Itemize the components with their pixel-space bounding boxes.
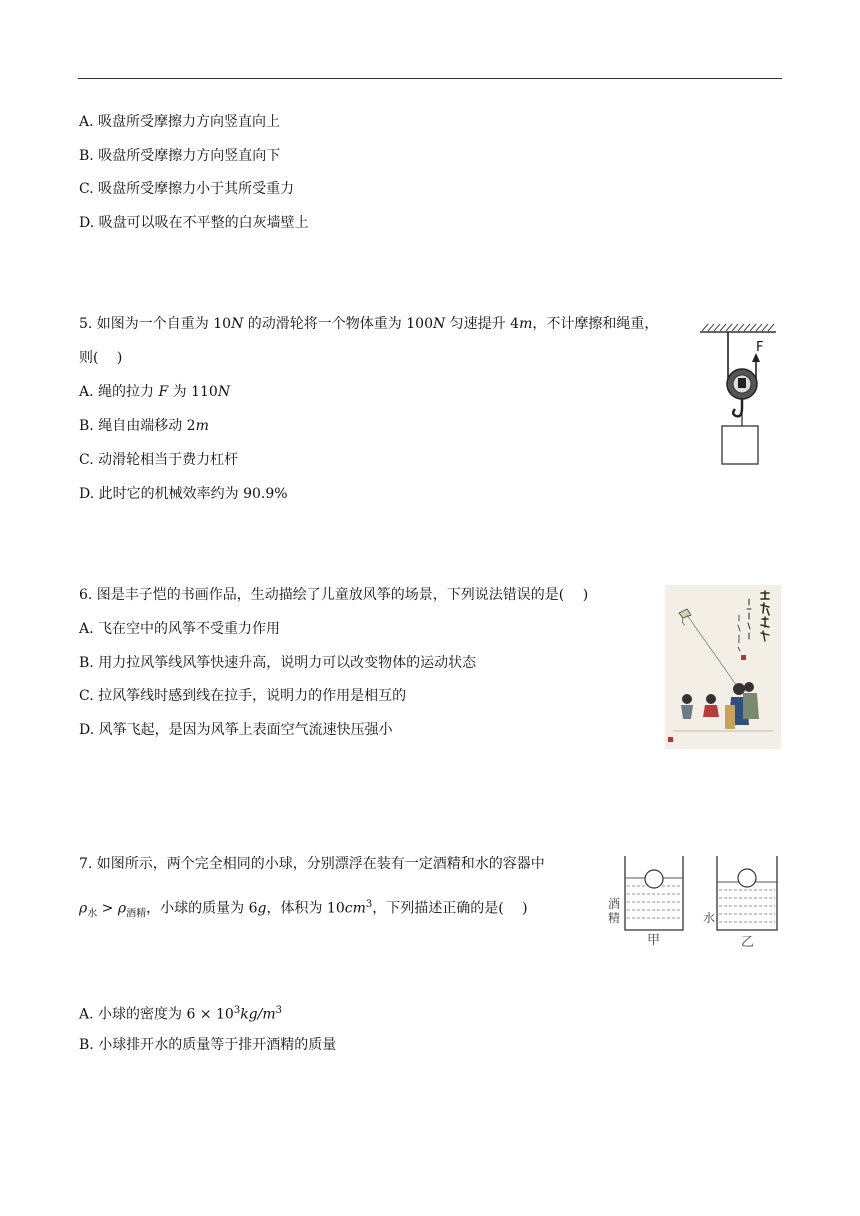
ball-right	[738, 869, 756, 887]
q6-kite-painting	[665, 585, 781, 749]
q7-containers-figure	[605, 852, 785, 952]
q7-option-a: A. 小球的密度为 $6 \times 10^3kg/m^3$	[79, 1005, 283, 1023]
q5-option-c: C. 动滑轮相当于费力杠杆	[79, 452, 239, 468]
q6-option-c: C. 拉风筝线时感到线在拉手，说明力的作用是相互的	[79, 688, 407, 704]
right-container-label: 乙	[741, 935, 755, 950]
q5-option-d: D. 此时它的机械效率约为 90.9%	[79, 486, 288, 502]
q5-option-a: A. 绳的拉力 F 为 110N	[79, 384, 231, 400]
right-liquid-label: 水	[703, 911, 716, 925]
q5-stem: 5. 如图为一个自重为 10N 的动滑轮将一个物体重为 100N 匀速提升 4m，不计摩擦和绳重，	[79, 316, 659, 332]
q6-option-a: A. 飞在空中的风筝不受重力作用	[79, 621, 281, 637]
q7-stem-line2: $\rho_水 > \rho_{酒精}$，小球的质量为 6g，体积为 $10cm^3$，下列描述正确的是( )	[79, 899, 528, 920]
q4-option-b: B. 吸盘所受摩擦力方向竖直向下	[79, 148, 281, 164]
q7-option-b: B. 小球排开水的质量等于排开酒精的质量	[79, 1037, 337, 1053]
q4-option-a: A. 吸盘所受摩擦力方向竖直向上	[79, 114, 281, 130]
load-block	[722, 426, 758, 464]
ceiling-hatch	[700, 324, 776, 332]
q4-option-c: C. 吸盘所受摩擦力小于其所受重力	[79, 181, 295, 197]
ball-left	[645, 870, 663, 888]
q5-pulley-figure	[698, 318, 778, 468]
q5-stem-line2: 则( )	[79, 350, 123, 366]
q6-option-b: B. 用力拉风筝线风筝快速升高，说明力可以改变物体的运动状态	[79, 655, 477, 671]
q6-option-d: D. 风筝飞起，是因为风筝上表面空气流速快压强小	[79, 722, 393, 738]
q4-option-d: D. 吸盘可以吸在不平整的白灰墙壁上	[79, 215, 309, 231]
left-container-label: 甲	[647, 933, 661, 948]
container-right	[717, 856, 777, 930]
q6-stem: 6. 图是丰子恺的书画作品，生动描绘了儿童放风筝的场景，下列说法错误的是( )	[79, 587, 589, 603]
q7-stem: 7. 如图所示，两个完全相同的小球，分别漂浮在装有一定酒精和水的容器中	[79, 856, 545, 872]
header-rule	[78, 78, 782, 79]
hook	[733, 398, 742, 416]
container-left	[625, 856, 683, 930]
left-liquid-label: 酒精	[608, 897, 621, 925]
q5-option-b: B. 绳自由端移动 2m	[79, 418, 209, 434]
force-label: F	[756, 340, 764, 355]
